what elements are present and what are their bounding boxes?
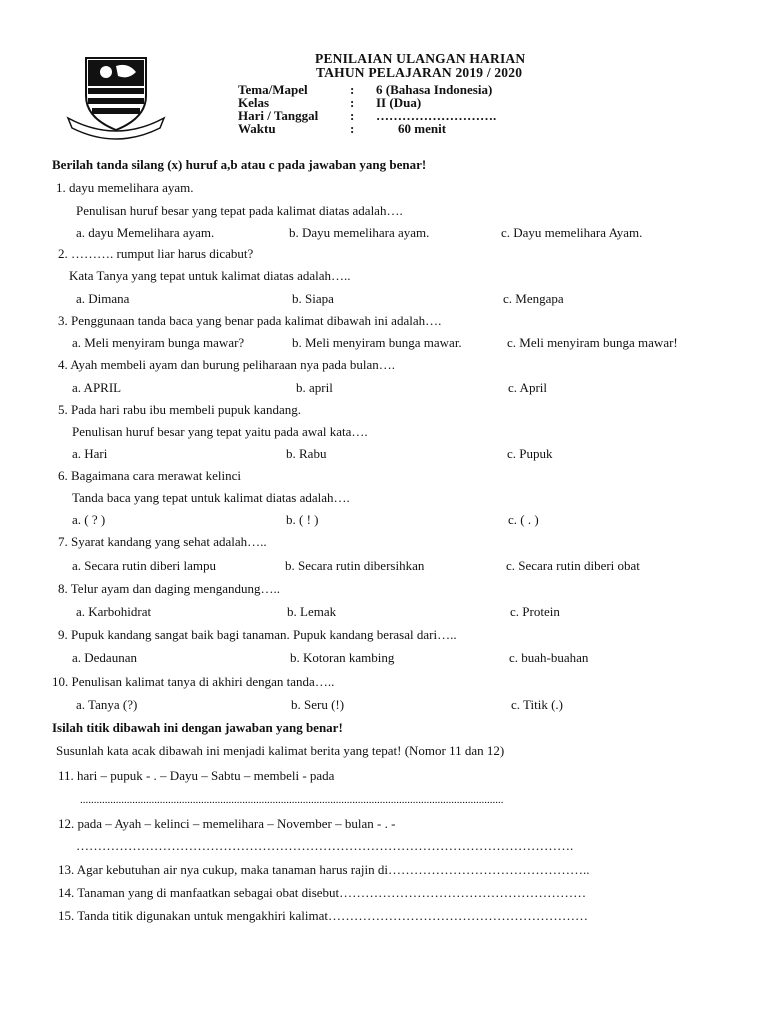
option-b[interactable]: b. Secara rutin dibersihkan [285,558,425,573]
question-text: 5. Pada hari rabu ibu membeli pupuk kandang. [58,402,301,417]
page-title-line2: TAHUN PELAJARAN 2019 / 2020 [316,65,523,80]
option-a[interactable]: a. Karbohidrat [76,604,152,619]
question-subtext: Tanda baca yang tepat untuk kalimat diatas adalah…. [72,490,350,505]
option-b[interactable]: b. Dayu memelihara ayam. [289,225,430,240]
question-14-text: 14. Tanaman yang di manfaatkan sebagai obat disebut………………………………………………… [58,885,587,900]
option-c[interactable]: c. Titik (.) [511,697,564,712]
question-13-text: 13. Agar kebutuhan air nya cukup, maka tanaman harus rajin di……………………………………….. [58,862,590,877]
option-a[interactable]: a. dayu Memelihara ayam. [76,225,215,240]
meta-sep: : [350,82,355,97]
question-text: 10. Penulisan kalimat tanya di akhiri dengan tanda….. [52,674,335,689]
meta-sep: : [350,108,355,123]
question-text: 8. Telur ayam dan daging mengandung….. [58,581,280,596]
option-c[interactable]: c. Protein [510,604,560,619]
meta-sep: : [350,95,355,110]
option-c[interactable]: c. April [508,380,547,395]
option-c[interactable]: c. ( . ) [508,512,539,527]
option-c[interactable]: c. Secara rutin diberi obat [506,558,640,573]
section-b-instruction: Isilah titik dibawah ini dengan jawaban yang benar! [52,720,343,735]
question-text: 4. Ayah membeli ayam dan burung peliharaan nya pada bulan…. [58,357,396,372]
question-subtext: Penulisan huruf besar yang tepat yaitu pada awal kata…. [72,424,368,439]
question-12-text: 12. pada – Ayah – kelinci – memelihara – November – bulan - . - [58,816,396,831]
answer-line-12[interactable]: ……………………………………………………………………………………………………. [76,838,574,853]
meta-label: Hari / Tanggal [238,108,319,123]
option-b[interactable]: b. ( ! ) [286,512,319,527]
option-c[interactable]: c. Dayu memelihara Ayam. [501,225,643,240]
option-a[interactable]: a. APRIL [72,380,122,395]
meta-label: Kelas [238,95,270,110]
meta-value: 60 menit [398,121,447,136]
option-a[interactable]: a. Secara rutin diberi lampu [72,558,217,573]
question-text: 2. ………. rumput liar harus dicabut? [58,246,254,261]
meta-label: Waktu [238,121,276,136]
option-b[interactable]: b. Siapa [292,291,334,306]
answer-line-11[interactable]: .......................................................................................................................................................... [80,794,504,806]
option-a[interactable]: a. ( ? ) [72,512,106,527]
option-c[interactable]: c. Meli menyiram bunga mawar! [507,335,678,350]
question-subtext: Penulisan huruf besar yang tepat pada kalimat diatas adalah…. [76,203,403,218]
option-a[interactable]: a. Hari [72,446,108,461]
meta-sep: : [350,121,355,136]
option-a[interactable]: a. Meli menyiram bunga mawar? [72,335,245,350]
school-logo [66,52,166,144]
option-b[interactable]: b. Rabu [286,446,327,461]
question-text: 9. Pupuk kandang sangat baik bagi tanaman. Pupuk kandang berasal dari….. [58,627,457,642]
meta-value: II (Dua) [376,95,422,110]
section-b-subinstruction: Susunlah kata acak dibawah ini menjadi kalimat berita yang tepat! (Nomor 11 dan 12) [56,743,505,758]
question-text: 7. Syarat kandang yang sehat adalah….. [58,534,267,549]
option-b[interactable]: b. Lemak [287,604,337,619]
section-a-instruction: Berilah tanda silang (x) huruf a,b atau c pada jawaban yang benar! [52,157,427,172]
option-c[interactable]: c. Pupuk [507,446,553,461]
question-text: 3. Penggunaan tanda baca yang benar pada kalimat dibawah ini adalah…. [58,313,442,328]
question-text: 1. dayu memelihara ayam. [56,180,194,195]
question-subtext: Kata Tanya yang tepat untuk kalimat diatas adalah….. [69,268,351,283]
page-title-line1: PENILAIAN ULANGAN HARIAN [315,51,526,66]
option-c[interactable]: c. Mengapa [503,291,564,306]
option-c[interactable]: c. buah-buahan [509,650,589,665]
option-b[interactable]: b. Kotoran kambing [290,650,395,665]
option-a[interactable]: a. Dedaunan [72,650,137,665]
question-15-text: 15. Tanda titik digunakan untuk mengakhiri kalimat…………………………………………………… [58,908,588,923]
question-11-text: 11. hari – pupuk - . – Dayu – Sabtu – membeli - pada [58,768,335,783]
option-b[interactable]: b. Seru (!) [291,697,345,712]
option-a[interactable]: a. Dimana [76,291,130,306]
meta-label: Tema/Mapel [238,82,308,97]
question-text: 6. Bagaimana cara merawat kelinci [58,468,241,483]
meta-value: ………………………. [376,108,497,123]
option-b[interactable]: b. april [296,380,333,395]
option-b[interactable]: b. Meli menyiram bunga mawar. [292,335,462,350]
option-a[interactable]: a. Tanya (?) [76,697,138,712]
meta-value: 6 (Bahasa Indonesia) [376,82,493,97]
